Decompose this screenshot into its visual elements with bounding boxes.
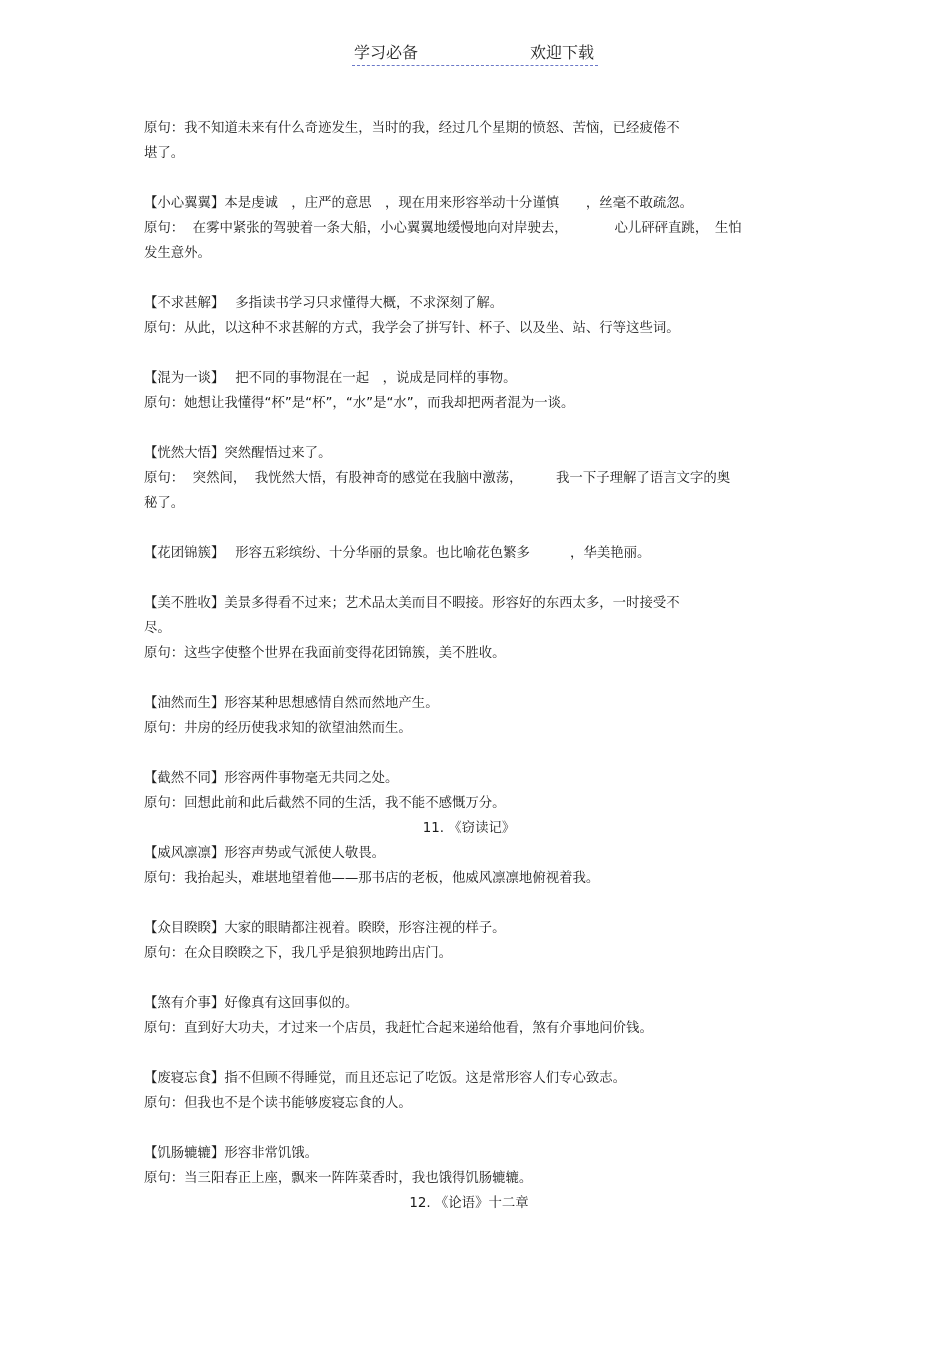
header-left-text: 学习必备 (354, 43, 419, 62)
text-line: 原句：当三阳春正上座，飘来一阵阵菜香时，我也饿得饥肠辘辘。 (144, 1171, 533, 1186)
text-line: 【恍然大悟】突然醒悟过来了。 (144, 446, 332, 461)
paragraph-gap (144, 1041, 824, 1066)
text-line: 【不求甚解】 多指读书学习只求懂得大概，不求深刻了解。 (144, 296, 504, 311)
section-heading: 12. 《论语》十二章 (409, 1196, 529, 1211)
paragraph-gap (144, 1116, 824, 1141)
text-line: 秘了。 (144, 496, 185, 511)
text-line: 【花团锦簇】 形容五彩缤纷、十分华丽的景象。也比喻花色繁多 ，华美艳丽。 (144, 546, 651, 561)
text-line: 原句： 在雾中紧张的驾驶着一条大船，小心翼翼地缓慢地向对岸驶去， 心儿砰砰直跳， 生怕 (144, 221, 742, 236)
text-line: 原句：这些字使整个世界在我面前变得花团锦簇，美不胜收。 (144, 646, 506, 661)
paragraph-gap (144, 166, 824, 191)
text-line: 发生意外。 (144, 246, 211, 261)
document-body (144, 116, 824, 1216)
text-line: 尽。 (144, 621, 171, 636)
paragraph-gap (144, 566, 824, 591)
header-right-text: 欢迎下载 (529, 43, 594, 62)
text-line: 原句：回想此前和此后截然不同的生活，我不能不感慨万分。 (144, 796, 506, 811)
text-line: 原句：她想让我懂得“杯”是“杯”，“水”是“水”，而我却把两者混为一谈。 (144, 396, 575, 411)
paragraph-gap (144, 741, 824, 766)
paragraph-gap (144, 666, 824, 691)
paragraph-gap (144, 516, 824, 541)
paragraph-gap (144, 966, 824, 991)
text-line: 原句：从此，以这种不求甚解的方式，我学会了拼写针、杯子、以及坐、站、行等这些词。 (144, 321, 680, 336)
text-line: 原句： 突然间， 我恍然大悟，有股神奇的感觉在我脑中激荡， 我一下子理解了语言文字的奥 (144, 471, 731, 486)
text-line: 原句：我抬起头，难堪地望着他——那书店的老板，他威风凛凛地俯视着我。 (144, 871, 600, 886)
text-line: 【美不胜收】美景多得看不过来；艺术品太美而目不暇接。形容好的东西太多，一时接受不 (144, 596, 680, 611)
text-line: 【众目睽睽】大家的眼睛都注视着。睽睽，形容注视的样子。 (144, 921, 506, 936)
text-line: 【油然而生】形容某种思想感情自然而然地产生。 (144, 696, 439, 711)
text-line: 【废寝忘食】指不但顾不得睡觉，而且还忘记了吃饭。这是常形容人们专心致志。 (144, 1071, 627, 1086)
paragraph-gap (144, 341, 824, 366)
text-line: 堪了。 (144, 146, 185, 161)
text-line: 【煞有介事】好像真有这回事似的。 (144, 996, 359, 1011)
paragraph-gap (144, 891, 824, 916)
text-line: 原句：直到好大功夫，才过来一个店员，我赶忙合起来递给他看，煞有介事地问价钱。 (144, 1021, 653, 1036)
text-line: 原句：我不知道未来有什么奇迹发生，当时的我，经过几个星期的愤怒、苦恼，已经疲倦不 (144, 121, 680, 136)
text-line: 【截然不同】形容两件事物毫无共同之处。 (144, 771, 399, 786)
page-header (352, 40, 598, 66)
section-heading: 11. 《窃读记》 (422, 821, 516, 836)
text-line: 【威风凛凛】形容声势或气派使人敬畏。 (144, 846, 386, 861)
text-line: 原句：但我也不是个读书能够废寝忘食的人。 (144, 1096, 412, 1111)
paragraph-gap (144, 416, 824, 441)
text-line: 【饥肠辘辘】形容非常饥饿。 (144, 1146, 319, 1161)
paragraph-gap (144, 266, 824, 291)
text-line: 【小心翼翼】本是虔诚 ，庄严的意思 ，现在用来形容举动十分谨慎 ，丝毫不敢疏忽。 (144, 196, 694, 211)
text-line: 原句：在众目睽睽之下，我几乎是狼狈地跨出店门。 (144, 946, 452, 961)
text-line: 原句：井房的经历使我求知的欲望油然而生。 (144, 721, 412, 736)
text-line: 【混为一谈】 把不同的事物混在一起 ，说成是同样的事物。 (144, 371, 517, 386)
